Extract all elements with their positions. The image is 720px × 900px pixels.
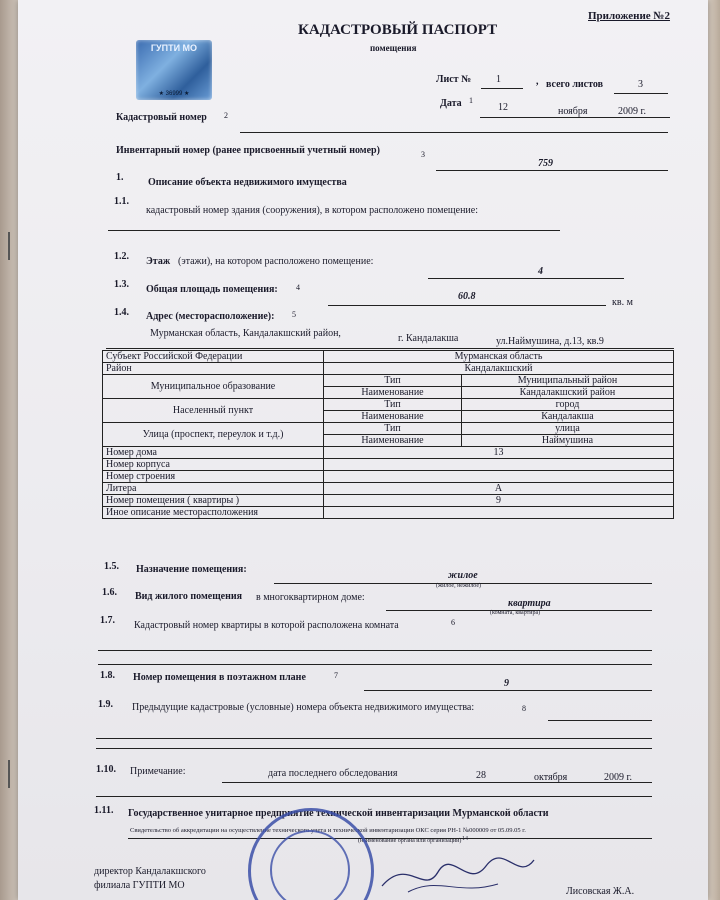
footnote-7: 7 (334, 671, 338, 680)
item-1-2-number: 1.2. (114, 251, 129, 262)
table-cell: 9 (324, 495, 674, 507)
item-1-10-label: Примечание: (130, 766, 186, 777)
appendix-label: Приложение №2 (588, 10, 670, 22)
sheet-comma: , (536, 76, 539, 87)
signer-name: Лисовская Ж.А. (566, 886, 635, 897)
inventory-number-value: 759 (538, 158, 553, 169)
item-1-8-number: 1.8. (100, 670, 115, 681)
table-cell: Тип (324, 399, 462, 411)
page-title: КАДАСТРОВЫЙ ПАСПОРТ (298, 22, 498, 38)
sheet-label: Лист № (436, 74, 472, 85)
table-row (103, 423, 674, 435)
table-cell (324, 507, 674, 519)
address-region: Мурманская область, Кандалакшский район, (150, 328, 341, 339)
table-row (103, 471, 674, 483)
address-city: г. Кандалакша (398, 333, 459, 344)
underline (106, 348, 674, 349)
footnote-1: 1 (469, 96, 473, 105)
table-cell: Кандалакшский (324, 363, 674, 375)
table-cell: 13 (324, 447, 674, 459)
item-1-1-number: 1.1. (114, 196, 129, 207)
table-cell: А (324, 483, 674, 495)
item-1-6-hint: (комната, квартира) (490, 610, 541, 616)
table-cell: Населенный пункт (103, 399, 324, 423)
address-table (102, 350, 674, 519)
footnote-2: 2 (224, 111, 228, 120)
document-page (18, 0, 708, 900)
item-1-5-value: жилое (448, 570, 478, 581)
item-1-11-hint: (наименование органа или организации) (358, 838, 462, 844)
item-1-3-value: 60.8 (458, 291, 476, 302)
item-1-6-value: квартира (508, 598, 551, 609)
footnote-4: 4 (296, 283, 300, 292)
cadastral-number-label: Кадастровый номер (116, 112, 207, 123)
table-cell: Тип (324, 423, 462, 435)
underline (614, 93, 668, 94)
table-cell: Муниципальный район (461, 375, 673, 387)
signer-role-line2: филиала ГУПТИ МО (94, 880, 185, 891)
table-cell: Наименование (324, 411, 462, 423)
table-cell: Муниципальное образование (103, 375, 324, 399)
item-1-11-certificate: Свидетельство об аккредитации на осуществление технического учета и технической инвентаризации ОКС серия РН-1 №000009 от 05.09.05 г. (130, 827, 526, 834)
item-1-10-year: 2009 г. (604, 772, 632, 783)
item-1-9-number: 1.9. (98, 699, 113, 710)
item-1-6-label: Вид жилого помещения (135, 591, 243, 602)
table-cell (324, 459, 674, 471)
page-subtitle: помещения (370, 43, 417, 53)
underline (480, 117, 670, 118)
footnote-6: 6 (451, 618, 455, 627)
table-row (103, 447, 674, 459)
item-1-11-label: Государственное унитарное предприятие технической инвентаризации Мурманской области (128, 808, 549, 819)
underline (96, 796, 652, 797)
table-row (103, 507, 674, 519)
item-1-10-number: 1.10. (96, 764, 116, 775)
inventory-number-label: Инвентарный номер (ранее присвоенный учетный номер) (116, 145, 380, 156)
item-1-6-text: в многоквартирном доме: (256, 592, 365, 603)
item-1-11-number: 1.11. (94, 805, 114, 816)
item-1-5-hint: (жилое, нежилое) (436, 583, 482, 589)
item-1-10-day: 28 (476, 770, 486, 781)
item-1-6-number: 1.6. (102, 587, 117, 598)
binding-mark (8, 232, 10, 260)
item-1-3-number: 1.3. (114, 279, 129, 290)
table-cell: Литера (103, 483, 324, 495)
stamp-seal-inner (270, 830, 350, 900)
table-cell: Район (103, 363, 324, 375)
footnote-5: 5 (292, 310, 296, 319)
underline (436, 170, 668, 171)
table-cell: Улица (проспект, переулок и т.д.) (103, 423, 324, 447)
hologram-number: ★ 36999 ★ (158, 91, 190, 97)
table-row (103, 495, 674, 507)
underline (481, 88, 523, 89)
underline (222, 782, 652, 783)
table-cell: Тип (324, 375, 462, 387)
signer-role-line1: директор Кандалакшского (94, 866, 206, 877)
item-1-10-text: дата последнего обследования (268, 768, 398, 779)
table-cell: Номер корпуса (103, 459, 324, 471)
underline (108, 230, 560, 231)
date-label: Дата (440, 98, 462, 109)
table-cell: Субъект Российской Федерации (103, 351, 324, 363)
sheet-total: 3 (638, 79, 643, 90)
section1-title: Описание объекта недвижимого имущества (148, 177, 347, 188)
footnote-14: 14 (462, 836, 468, 842)
underline (548, 720, 652, 721)
item-1-7-number: 1.7. (100, 615, 115, 626)
table-cell (324, 471, 674, 483)
table-cell: Иное описание месторасположения (103, 507, 324, 519)
item-1-10-month: октября (534, 772, 568, 783)
table-cell: Наймушина (461, 435, 673, 447)
date-month: ноября (558, 106, 588, 117)
item-1-2-value: 4 (538, 266, 543, 277)
item-1-7-text: Кадастровый номер квартиры в которой расположена комната (134, 620, 399, 631)
table-cell: Кандалакша (461, 411, 673, 423)
item-1-3-label: Общая площадь помещения: (146, 284, 278, 295)
underline (364, 690, 652, 691)
underline (328, 305, 606, 306)
signature (378, 846, 538, 900)
underline (428, 278, 624, 279)
footnote-3: 3 (421, 150, 425, 159)
date-day: 12 (498, 102, 508, 113)
table-row (103, 399, 674, 411)
item-1-5-number: 1.5. (104, 561, 119, 572)
address-street: ул.Наймушина, д.13, кв.9 (496, 336, 604, 347)
table-cell: Наименование (324, 387, 462, 399)
table-cell: Кандалакшский район (461, 387, 673, 399)
table-cell: Номер строения (103, 471, 324, 483)
item-1-5-label: Назначение помещения: (136, 564, 247, 575)
footnote-8: 8 (522, 704, 526, 713)
table-row (103, 363, 674, 375)
table-cell: Номер дома (103, 447, 324, 459)
table-cell: улица (461, 423, 673, 435)
hologram-title: ГУПТИ МО (150, 43, 198, 53)
table-row (103, 351, 674, 363)
underline (96, 748, 652, 749)
underline (240, 132, 668, 133)
item-1-2-text: (этажи), на котором расположено помещение: (178, 256, 374, 267)
item-1-2-label: Этаж (146, 256, 171, 267)
item-1-3-unit: кв. м (612, 297, 633, 308)
item-1-8-value: 9 (504, 678, 509, 689)
hologram-seal (136, 40, 212, 100)
underline (98, 664, 652, 665)
item-1-4-number: 1.4. (114, 307, 129, 318)
table-row (103, 375, 674, 387)
table-cell: Мурманская область (324, 351, 674, 363)
date-year: 2009 г. (618, 106, 646, 117)
item-1-4-label: Адрес (месторасположение): (146, 311, 275, 322)
table-cell: город (461, 399, 673, 411)
item-1-1-text: кадастровый номер здания (сооружения), в котором расположено помещение: (146, 205, 478, 216)
table-cell: Наименование (324, 435, 462, 447)
table-cell: Номер помещения ( квартиры ) (103, 495, 324, 507)
table-row (103, 483, 674, 495)
item-1-9-text: Предыдущие кадастровые (условные) номера объекта недвижимого имущества: (132, 702, 475, 713)
item-1-8-label: Номер помещения в поэтажном плане (133, 672, 306, 683)
binding-mark (8, 760, 10, 788)
underline (98, 650, 652, 651)
underline (96, 738, 652, 739)
table-row (103, 459, 674, 471)
sheet-value: 1 (496, 74, 501, 85)
sheet-total-label: всего листов (546, 79, 604, 90)
section1-number: 1. (116, 172, 124, 183)
